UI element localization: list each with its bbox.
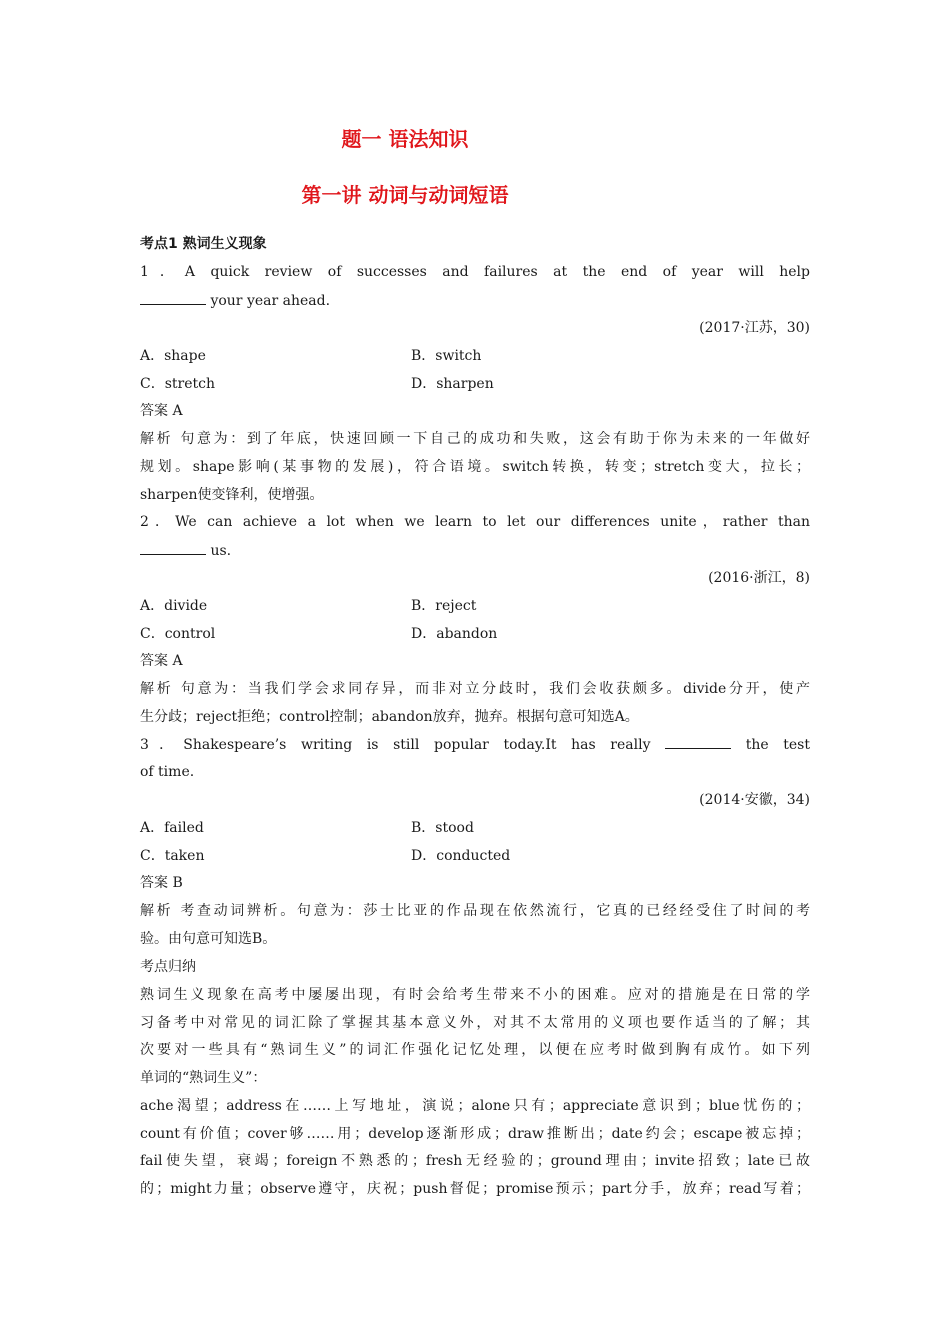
q1-explain-line: 解析 句意为：到了年底，快速回顾一下自己的成功和失败，这会有助于你为未来的一年做好 [140,431,810,447]
q1-source: (2017·江苏，30) [699,320,810,336]
summary-line: 的；might力量；observe遵守，庆祝；push督促；promise预示；part分手，放弃；read写着； [140,1181,810,1197]
q1-option-a: A．shape [140,348,206,364]
summary-line: 熟词生义现象在高考中屡屡出现，有时会给考生带来不小的困难。应对的措施是在日常的学 [140,987,810,1003]
q1-option-b: B．switch [411,348,482,364]
summary-line: 次要对一些具有“熟词生义”的词汇作强化记忆处理，以便在应考时做到胸有成竹。如下列 [140,1042,810,1058]
q1-option-d: D．sharpen [411,376,494,392]
q2-option-a: A．divide [140,598,208,614]
q2-option-b: B．reject [411,598,477,614]
q3-stem-line1 [140,734,810,755]
q2-source: (2016·浙江，8) [708,570,810,586]
q2-explain-line: 生分歧；reject拒绝；control控制；abandon放弃，抛弃。根据句意可知选A。 [140,709,639,725]
q3-source: (2014·安徽，34) [699,792,810,808]
answer-blank [665,734,731,749]
q3-explain-line: 验。由句意可知选B。 [140,931,277,947]
q3-stem-line2: of time. [140,764,195,780]
q2-stem-tail: us. [206,543,232,559]
q3-explain-line: 解析 考查动词辨析。句意为：莎士比亚的作品现在依然流行，它真的已经经受住了时间的考 [140,903,810,919]
page-title: 题一 语法知识 [341,127,469,151]
q2-option-d: D．abandon [411,626,498,642]
q1-option-c: C．stretch [140,376,215,392]
q2-stem-line1: 2．We can achieve a lot when we learn to let our differences unite，rather than [140,514,810,530]
topic-label: 考点1 熟词生义现象 [140,236,267,252]
q2-stem-line2 [140,540,810,561]
section-title: 第一讲 动词与动词短语 [301,183,509,207]
q2-answer: 答案 A [140,653,183,669]
q3-option-d: D．conducted [411,848,511,864]
q2-explain-line: 解析 句意为：当我们学会求同存异，而非对立分歧时，我们会收获颇多。divide分开，使产 [140,681,810,697]
summary-line: count有价值；cover够……用；develop逐渐形成；draw推断出；date约会；escape被忘掉； [140,1126,810,1142]
q3-option-c: C．taken [140,848,205,864]
q3-stem-tail: the test [731,737,810,753]
answer-blank [140,540,206,555]
summary-line: ache渴望；address在……上写地址，演说；alone只有；appreciate意识到；blue忧伤的； [140,1098,810,1114]
summary-line: 习备考中对常见的词汇除了掌握其基本意义外，对其不太常用的义项也要作适当的了解；其 [140,1015,810,1031]
q3-answer: 答案 B [140,875,183,891]
summary-line: 单词的“熟词生义”： [140,1070,267,1086]
q1-stem-tail: your year ahead. [206,293,331,309]
q3-stem-head: 3．Shakespeare’s writing is still popular today.It has really [140,737,666,753]
summary-label: 考点归纳 [140,959,196,975]
summary-line: fail使失望，衰竭；foreign不熟悉的；fresh无经验的；ground理由；invite招致；late已故 [140,1153,810,1169]
q3-option-b: B．stood [411,820,474,836]
q1-explain-line: 规划。shape影响(某事物的发展)，符合语境。switch转换，转变；stretch变大，拉长； [140,459,810,475]
q3-option-a: A．failed [140,820,204,836]
q1-stem-line1: 1．A quick review of successes and failures at the end of year will help [140,264,810,280]
answer-blank [140,290,206,305]
q1-stem-line2 [140,290,810,311]
q2-option-c: C．control [140,626,216,642]
q1-answer: 答案 A [140,403,183,419]
q1-explain-line: sharpen使变锋利，使增强。 [140,487,324,503]
